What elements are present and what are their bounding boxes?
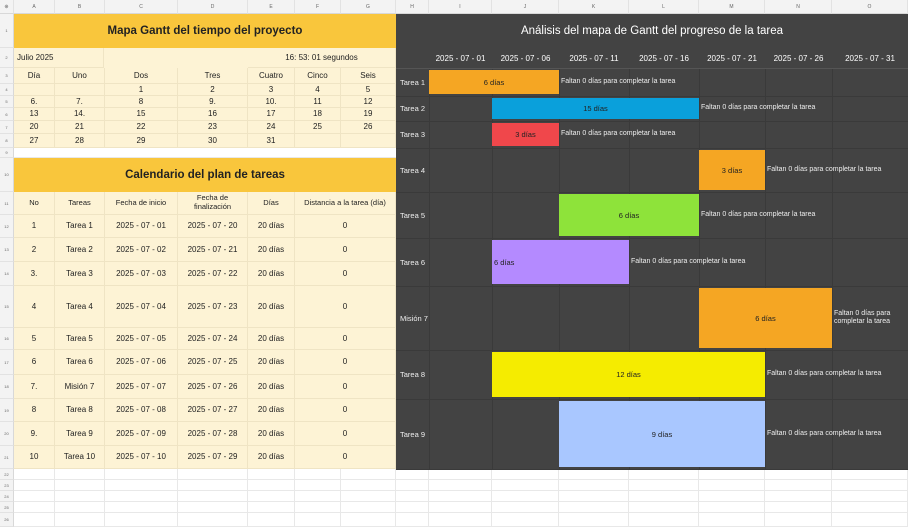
- gantt-bar[interactable]: 12 días: [492, 352, 765, 397]
- sheet-cell[interactable]: [765, 469, 832, 480]
- sheet-cell[interactable]: [105, 513, 178, 527]
- calendar-day[interactable]: 30: [178, 134, 248, 148]
- gantt-bar-note: Faltan 0 días para completar la tarea: [767, 429, 882, 437]
- calendar-day[interactable]: 7.: [55, 96, 105, 108]
- sheet-cell[interactable]: [559, 469, 629, 480]
- table-cell[interactable]: 20 días: [248, 375, 295, 399]
- sheet-cell[interactable]: [248, 513, 295, 527]
- table-cell[interactable]: 2025 - 07 - 06: [105, 350, 178, 375]
- table-cell[interactable]: Tarea 10: [55, 446, 105, 469]
- table-cell[interactable]: 6: [14, 350, 55, 375]
- calendar-day[interactable]: 31: [248, 134, 295, 148]
- gantt-date-header: 2025 - 07 - 16: [639, 53, 689, 63]
- column-header-a[interactable]: A: [14, 0, 55, 14]
- sheet-cell[interactable]: [248, 502, 295, 513]
- table-cell[interactable]: Tarea 4: [55, 286, 105, 328]
- table-cell[interactable]: 0: [295, 238, 396, 262]
- gantt-date-header: 2025 - 07 - 01: [435, 53, 486, 63]
- row-header-18[interactable]: 18: [0, 375, 14, 399]
- column-header-f[interactable]: F: [295, 0, 341, 14]
- calendar-day[interactable]: 26: [341, 121, 396, 134]
- row-header-16[interactable]: 16: [0, 328, 14, 350]
- sheet-cell[interactable]: [341, 502, 396, 513]
- gantt-bar[interactable]: 3 días: [699, 150, 765, 190]
- calendar-day[interactable]: 29: [105, 134, 178, 148]
- weekday-header: Cinco: [295, 68, 341, 84]
- row-header-25[interactable]: 25: [0, 502, 14, 513]
- sheet-cell[interactable]: [629, 469, 699, 480]
- gantt-task-label: Tarea 8: [400, 370, 426, 379]
- table-cell[interactable]: 2025 - 07 - 27: [178, 399, 248, 422]
- table-cell[interactable]: 20 días: [248, 238, 295, 262]
- calendar-day[interactable]: 19: [341, 108, 396, 121]
- calendar-day[interactable]: 5: [341, 84, 396, 96]
- sheet-cell[interactable]: [14, 513, 55, 527]
- sheet-cell[interactable]: [295, 491, 341, 502]
- table-cell[interactable]: 10: [14, 446, 55, 469]
- table-cell[interactable]: 0: [295, 215, 396, 238]
- table-cell[interactable]: Tarea 1: [55, 215, 105, 238]
- column-header-b[interactable]: B: [55, 0, 105, 14]
- sheet-cell[interactable]: [295, 480, 341, 491]
- column-header-o[interactable]: O: [832, 0, 908, 14]
- table-cell[interactable]: 4: [14, 286, 55, 328]
- table-cell[interactable]: Tarea 9: [55, 422, 105, 446]
- sheet-cell[interactable]: [396, 502, 429, 513]
- table-cell[interactable]: 0: [295, 350, 396, 375]
- calendar-day[interactable]: 2: [178, 84, 248, 96]
- row-header-3[interactable]: 3: [0, 68, 14, 84]
- calendar-day[interactable]: 4: [295, 84, 341, 96]
- weekday-header: Día: [14, 68, 55, 84]
- calendar-day[interactable]: 8: [105, 96, 178, 108]
- plan-header: Días: [248, 192, 295, 215]
- sheet-cell[interactable]: [248, 491, 295, 502]
- sheet-cell[interactable]: [429, 480, 492, 491]
- sheet-cell[interactable]: [295, 502, 341, 513]
- weekday-header: Seis: [341, 68, 396, 84]
- column-header-m[interactable]: M: [699, 0, 765, 14]
- table-cell[interactable]: 2025 - 07 - 09: [105, 422, 178, 446]
- sheet-cell[interactable]: [765, 502, 832, 513]
- gantt-bar-note: Faltan 0 días para completar la tarea: [834, 309, 891, 325]
- gantt-bar[interactable]: 6 días: [699, 288, 832, 348]
- sheet-cell[interactable]: [341, 491, 396, 502]
- column-header-d[interactable]: D: [178, 0, 248, 14]
- weekday-header: Dos: [105, 68, 178, 84]
- gantt-task-label: Tarea 1: [400, 77, 426, 87]
- calendar-day[interactable]: 24: [248, 121, 295, 134]
- sheet-cell[interactable]: [832, 491, 908, 502]
- sheet-cell[interactable]: [629, 480, 699, 491]
- weekday-header: Cuatro: [248, 68, 295, 84]
- sheet-cell[interactable]: [341, 513, 396, 527]
- calendar-day[interactable]: 25: [295, 121, 341, 134]
- table-cell[interactable]: 5: [14, 328, 55, 350]
- sheet-cell[interactable]: [396, 513, 429, 527]
- select-all-corner[interactable]: [0, 0, 14, 14]
- sheet-cell[interactable]: [105, 491, 178, 502]
- table-cell[interactable]: 0: [295, 375, 396, 399]
- table-cell[interactable]: 2025 - 07 - 05: [105, 328, 178, 350]
- table-cell[interactable]: Misión 7: [55, 375, 105, 399]
- sheet-cell[interactable]: [105, 469, 178, 480]
- row-header-4[interactable]: 4: [0, 84, 14, 96]
- plan-title: Calendario del plan de tareas: [14, 158, 396, 192]
- sheet-cell[interactable]: [699, 513, 765, 527]
- row-header-11[interactable]: 11: [0, 192, 14, 215]
- gantt-bar[interactable]: 6 días: [429, 70, 559, 94]
- sheet-cell[interactable]: [629, 513, 699, 527]
- row-header-7[interactable]: 7: [0, 121, 14, 134]
- sheet-cell[interactable]: [429, 469, 492, 480]
- sheet-cell[interactable]: [14, 491, 55, 502]
- sheet-cell[interactable]: [765, 513, 832, 527]
- table-cell[interactable]: Tarea 3: [55, 262, 105, 286]
- gantt-date-header: 2025 - 07 - 31: [845, 53, 895, 63]
- sheet-cell[interactable]: [396, 491, 429, 502]
- sheet-cell[interactable]: [178, 513, 248, 527]
- table-cell[interactable]: 2025 - 07 - 26: [178, 375, 248, 399]
- sheet-cell[interactable]: [492, 513, 559, 527]
- sheet-cell[interactable]: [178, 491, 248, 502]
- gantt-date-header: 2025 - 07 - 26: [773, 53, 824, 63]
- weekday-header: Uno: [55, 68, 105, 84]
- sheet-cell[interactable]: [429, 502, 492, 513]
- column-header-l[interactable]: L: [629, 0, 699, 14]
- calendar-day[interactable]: [341, 134, 396, 148]
- table-cell[interactable]: 2025 - 07 - 10: [105, 446, 178, 469]
- table-cell[interactable]: Tarea 8: [55, 399, 105, 422]
- calendar-day[interactable]: 15: [105, 108, 178, 121]
- table-cell[interactable]: 2: [14, 238, 55, 262]
- sheet-cell[interactable]: [492, 469, 559, 480]
- gantt-bar-note: Faltan 0 días para completar la tarea: [561, 130, 676, 138]
- row-header-5[interactable]: 5: [0, 96, 14, 108]
- row-header-15[interactable]: 15: [0, 286, 14, 328]
- table-cell[interactable]: 2025 - 07 - 04: [105, 286, 178, 328]
- row-header-2[interactable]: 2: [0, 48, 14, 68]
- sheet-cell[interactable]: [832, 513, 908, 527]
- table-cell[interactable]: Tarea 6: [55, 350, 105, 375]
- sheet-cell[interactable]: [492, 502, 559, 513]
- plan-header: Tareas: [55, 192, 105, 215]
- sheet-cell[interactable]: [492, 491, 559, 502]
- table-cell[interactable]: 2025 - 07 - 24: [178, 328, 248, 350]
- sheet-cell[interactable]: [699, 491, 765, 502]
- sheet-cell[interactable]: [105, 480, 178, 491]
- calendar-day[interactable]: 18: [295, 108, 341, 121]
- sheet-cell[interactable]: [699, 480, 765, 491]
- sheet-cell[interactable]: [559, 513, 629, 527]
- row-header-24[interactable]: 24: [0, 491, 14, 502]
- sheet-cell[interactable]: [832, 502, 908, 513]
- calendar-day[interactable]: 11: [295, 96, 341, 108]
- table-cell[interactable]: 20 días: [248, 215, 295, 238]
- calendar-title: Mapa Gantt del tiempo del proyecto: [14, 14, 396, 48]
- spacer-row: [14, 148, 396, 158]
- calendar-day[interactable]: [55, 84, 105, 96]
- sheet-cell[interactable]: [765, 491, 832, 502]
- gantt-date-header: 2025 - 07 - 11: [569, 53, 619, 63]
- sheet-cell[interactable]: [765, 480, 832, 491]
- gantt-bar-note: Faltan 0 días para completar la tarea: [701, 104, 816, 112]
- table-cell[interactable]: 8: [14, 399, 55, 422]
- calendar-day[interactable]: 23: [178, 121, 248, 134]
- gantt-bar[interactable]: 9 días: [559, 401, 765, 467]
- calendar-day[interactable]: [295, 134, 341, 148]
- sheet-cell[interactable]: [248, 480, 295, 491]
- plan-header: Fecha de finalización: [178, 192, 248, 215]
- table-cell[interactable]: 20 días: [248, 422, 295, 446]
- sheet-cell[interactable]: [492, 480, 559, 491]
- plan-header: Distancia a la tarea (día): [295, 192, 396, 215]
- row-header-13[interactable]: 13: [0, 238, 14, 262]
- sheet-cell[interactable]: [699, 469, 765, 480]
- table-cell[interactable]: 20 días: [248, 446, 295, 469]
- sheet-cell[interactable]: [295, 469, 341, 480]
- table-cell[interactable]: 2025 - 07 - 02: [105, 238, 178, 262]
- corner-icon: ⊕: [4, 3, 9, 10]
- calendar-day[interactable]: 12: [341, 96, 396, 108]
- calendar-day[interactable]: 22: [105, 121, 178, 134]
- table-cell[interactable]: 20 días: [248, 286, 295, 328]
- table-cell[interactable]: Tarea 5: [55, 328, 105, 350]
- column-header-k[interactable]: K: [559, 0, 629, 14]
- table-cell[interactable]: 9.: [14, 422, 55, 446]
- table-cell[interactable]: 2025 - 07 - 29: [178, 446, 248, 469]
- column-header-j[interactable]: J: [492, 0, 559, 14]
- column-header-g[interactable]: G: [341, 0, 396, 14]
- table-cell[interactable]: 2025 - 07 - 07: [105, 375, 178, 399]
- row-header-1[interactable]: 1: [0, 14, 14, 48]
- row-header-8[interactable]: 8: [0, 134, 14, 148]
- gantt-bar-note: Faltan 0 días para completar la tarea: [631, 257, 746, 265]
- sheet-cell[interactable]: [341, 469, 396, 480]
- gantt-task-label: Misión 7: [400, 313, 428, 323]
- sheet-cell[interactable]: [178, 480, 248, 491]
- sheet-cell[interactable]: [396, 469, 429, 480]
- table-cell[interactable]: 2025 - 07 - 08: [105, 399, 178, 422]
- table-cell[interactable]: 2025 - 07 - 01: [105, 215, 178, 238]
- gantt-bar-note: Faltan 0 días para completar la tarea: [561, 77, 676, 85]
- gantt-bar[interactable]: 6 días: [492, 240, 629, 284]
- gantt-task-label: Tarea 6: [400, 257, 426, 267]
- table-cell[interactable]: 0: [295, 286, 396, 328]
- row-header-20[interactable]: 20: [0, 422, 14, 446]
- gantt-bar-note: Faltan 0 días para completar la tarea: [701, 210, 816, 218]
- table-cell[interactable]: 2025 - 07 - 25: [178, 350, 248, 375]
- table-cell[interactable]: 7.: [14, 375, 55, 399]
- row-header-26[interactable]: 26: [0, 513, 14, 527]
- gantt-date-header: 2025 - 07 - 21: [707, 53, 757, 63]
- sheet-cell[interactable]: [55, 502, 105, 513]
- sheet-cell[interactable]: [55, 480, 105, 491]
- calendar-day[interactable]: 27: [14, 134, 55, 148]
- sheet-cell[interactable]: [105, 502, 178, 513]
- gantt-task-label: Tarea 4: [400, 165, 426, 175]
- table-cell[interactable]: 2025 - 07 - 20: [178, 215, 248, 238]
- table-cell[interactable]: 0: [295, 328, 396, 350]
- table-cell[interactable]: 2025 - 07 - 23: [178, 286, 248, 328]
- sheet-cell[interactable]: [629, 502, 699, 513]
- gantt-date-header: 2025 - 07 - 06: [500, 53, 551, 63]
- calendar-day[interactable]: 21: [55, 121, 105, 134]
- table-cell[interactable]: Tarea 2: [55, 238, 105, 262]
- sheet-cell[interactable]: [248, 469, 295, 480]
- table-cell[interactable]: 1: [14, 215, 55, 238]
- row-header-6[interactable]: 6: [0, 108, 14, 121]
- sheet-cell[interactable]: [14, 469, 55, 480]
- table-cell[interactable]: 20 días: [248, 399, 295, 422]
- column-header-e[interactable]: E: [248, 0, 295, 14]
- sheet-cell[interactable]: [295, 513, 341, 527]
- sheet-cell[interactable]: [559, 480, 629, 491]
- sheet-cell[interactable]: [396, 480, 429, 491]
- calendar-clock: 16: 53: 01 segundos: [248, 48, 396, 68]
- table-cell[interactable]: 2025 - 07 - 28: [178, 422, 248, 446]
- calendar-day[interactable]: 13: [14, 108, 55, 121]
- sheet-cell[interactable]: [55, 469, 105, 480]
- weekday-header: Tres: [178, 68, 248, 84]
- sheet-cell[interactable]: [429, 513, 492, 527]
- row-header-9[interactable]: 9: [0, 148, 14, 158]
- column-header-h[interactable]: H: [396, 0, 429, 14]
- sheet-cell[interactable]: [55, 491, 105, 502]
- calendar-day[interactable]: 3: [248, 84, 295, 96]
- row-header-22[interactable]: 22: [0, 469, 14, 480]
- table-cell[interactable]: 2025 - 07 - 22: [178, 262, 248, 286]
- calendar-day[interactable]: [14, 84, 55, 96]
- table-cell[interactable]: 2025 - 07 - 21: [178, 238, 248, 262]
- calendar-day[interactable]: 28: [55, 134, 105, 148]
- table-cell[interactable]: 0: [295, 262, 396, 286]
- sheet-cell[interactable]: [832, 480, 908, 491]
- sheet-cell[interactable]: [341, 480, 396, 491]
- gantt-task-label: Tarea 2: [400, 104, 426, 113]
- plan-header: No: [14, 192, 55, 215]
- sheet-cell[interactable]: [178, 502, 248, 513]
- sheet-cell[interactable]: [429, 491, 492, 502]
- sheet-cell[interactable]: [832, 469, 908, 480]
- sheet-cell[interactable]: [559, 502, 629, 513]
- calendar-day[interactable]: 10.: [248, 96, 295, 108]
- sheet-cell[interactable]: [178, 469, 248, 480]
- calendar-month: Julio 2025: [14, 48, 104, 68]
- table-cell[interactable]: 2025 - 07 - 03: [105, 262, 178, 286]
- gantt-bar[interactable]: 6 días: [559, 194, 699, 236]
- table-cell[interactable]: 20 días: [248, 350, 295, 375]
- row-header-12[interactable]: 12: [0, 215, 14, 238]
- calendar-day[interactable]: 9.: [178, 96, 248, 108]
- gantt-bar-note: Faltan 0 días para completar la tarea: [767, 165, 882, 173]
- calendar-day[interactable]: 1: [105, 84, 178, 96]
- row-header-10[interactable]: 10: [0, 158, 14, 192]
- sheet-cell[interactable]: [14, 502, 55, 513]
- table-cell[interactable]: 0: [295, 446, 396, 469]
- table-cell[interactable]: 20 días: [248, 262, 295, 286]
- plan-header: Fecha de inicio: [105, 192, 178, 215]
- column-header-n[interactable]: N: [765, 0, 832, 14]
- row-header-23[interactable]: 23: [0, 480, 14, 491]
- row-header-21[interactable]: 21: [0, 446, 14, 469]
- gantt-task-label: Tarea 9: [400, 429, 426, 439]
- row-header-19[interactable]: 19: [0, 399, 14, 422]
- sheet-cell[interactable]: [55, 513, 105, 527]
- table-cell[interactable]: 3.: [14, 262, 55, 286]
- gantt-task-label: Tarea 3: [400, 130, 426, 139]
- table-cell[interactable]: 20 días: [248, 328, 295, 350]
- sheet-cell[interactable]: [629, 491, 699, 502]
- gantt-bar-note: Faltan 0 días para completar la tarea: [767, 370, 882, 378]
- row-header-14[interactable]: 14: [0, 262, 14, 286]
- sheet-cell[interactable]: [14, 480, 55, 491]
- gantt-title: Análisis del mapa de Gantt del progreso de la tarea: [520, 25, 784, 37]
- calendar-day[interactable]: 20: [14, 121, 55, 134]
- gantt-task-label: Tarea 5: [400, 210, 426, 220]
- column-header-i[interactable]: I: [429, 0, 492, 14]
- gantt-gridline: [429, 68, 430, 469]
- sheet-cell[interactable]: [699, 502, 765, 513]
- row-header-17[interactable]: 17: [0, 350, 14, 375]
- gantt-gridline: [396, 469, 908, 470]
- gantt-bar[interactable]: 3 días: [492, 123, 559, 146]
- sheet-cell[interactable]: [559, 491, 629, 502]
- calendar-day[interactable]: 16: [178, 108, 248, 121]
- gantt-bar[interactable]: 15 días: [492, 98, 699, 119]
- calendar-day[interactable]: 6.: [14, 96, 55, 108]
- calendar-day[interactable]: 17: [248, 108, 295, 121]
- table-cell[interactable]: 0: [295, 422, 396, 446]
- column-header-c[interactable]: C: [105, 0, 178, 14]
- calendar-day[interactable]: 14.: [55, 108, 105, 121]
- table-cell[interactable]: 0: [295, 399, 396, 422]
